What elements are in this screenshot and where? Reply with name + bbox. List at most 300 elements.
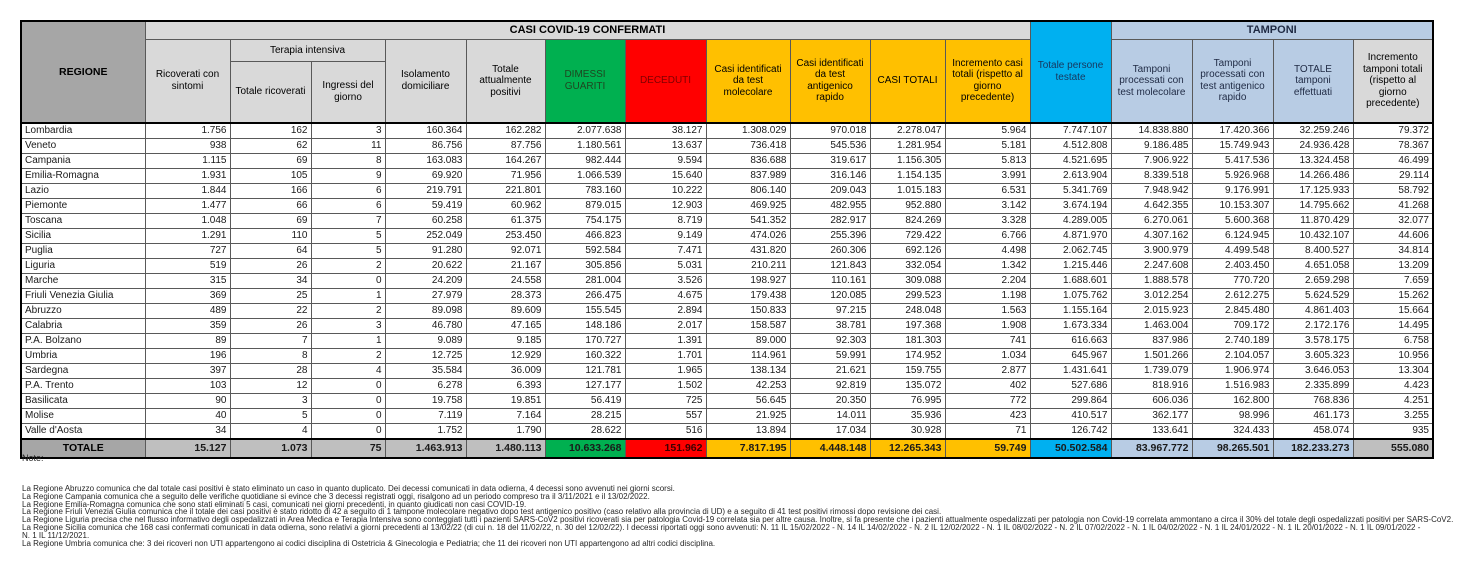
value-cell: 71.956 xyxy=(466,168,545,183)
note-line: La Regione Umbria comunica che: 3 dei ricoveri non UTI appartengono ai codici disciplina di Ostetricia & Ginecologia e Pediatria; che 11 dei ricoveri non UTI appartengono ad altri codici disciplina. xyxy=(22,538,716,548)
value-cell: 879.015 xyxy=(545,198,625,213)
value-cell: 2.062.745 xyxy=(1030,243,1111,258)
value-cell: 5.417.536 xyxy=(1192,153,1273,168)
value-cell: 8.339.518 xyxy=(1111,168,1192,183)
value-cell: 818.916 xyxy=(1111,378,1192,393)
value-cell: 3.255 xyxy=(1353,408,1433,423)
totale-value-cell: 1.480.113 xyxy=(466,439,545,458)
value-cell: 970.018 xyxy=(790,123,870,139)
region-name-cell: Lombardia xyxy=(21,123,145,139)
value-cell: 2.015.923 xyxy=(1111,303,1192,318)
value-cell: 952.880 xyxy=(870,198,945,213)
value-cell: 482.955 xyxy=(790,198,870,213)
value-cell: 24.209 xyxy=(385,273,466,288)
value-cell: 12.929 xyxy=(466,348,545,363)
value-cell: 1.291 xyxy=(145,228,230,243)
table-row xyxy=(21,273,1433,288)
value-cell: 6.758 xyxy=(1353,333,1433,348)
value-cell: 1 xyxy=(311,333,385,348)
value-cell: 10.222 xyxy=(625,183,706,198)
value-cell: 219.791 xyxy=(385,183,466,198)
header-isolamento: Isolamento domiciliare xyxy=(385,40,466,123)
value-cell: 3.012.254 xyxy=(1111,288,1192,303)
value-cell: 1 xyxy=(311,288,385,303)
value-cell: 0 xyxy=(311,378,385,393)
value-cell: 836.688 xyxy=(706,153,790,168)
value-cell: 1.752 xyxy=(385,423,466,439)
value-cell: 148.186 xyxy=(545,318,625,333)
value-cell: 1.066.539 xyxy=(545,168,625,183)
value-cell: 15.640 xyxy=(625,168,706,183)
value-cell: 616.663 xyxy=(1030,333,1111,348)
value-cell: 1.155.164 xyxy=(1030,303,1111,318)
note-line: La Regione Campania comunica che a seguito delle verifiche quotidiane si evince che 3 decessi registrati oggi, risalgono ad un periodo compreso tra il 3/11/2021 e il 13/02/2022. xyxy=(22,491,650,501)
value-cell: 61.375 xyxy=(466,213,545,228)
value-cell: 1.888.578 xyxy=(1111,273,1192,288)
value-cell: 32.259.246 xyxy=(1273,123,1353,139)
value-cell: 938 xyxy=(145,138,230,153)
value-cell: 3 xyxy=(230,393,311,408)
totale-value-cell: 555.080 xyxy=(1353,439,1433,458)
value-cell: 1.154.135 xyxy=(870,168,945,183)
value-cell: 316.146 xyxy=(790,168,870,183)
value-cell: 133.641 xyxy=(1111,423,1192,439)
value-cell: 1.281.954 xyxy=(870,138,945,153)
value-cell: 35.584 xyxy=(385,363,466,378)
value-cell: 324.433 xyxy=(1192,423,1273,439)
value-cell: 606.036 xyxy=(1111,393,1192,408)
value-cell: 159.755 xyxy=(870,363,945,378)
value-cell: 127.177 xyxy=(545,378,625,393)
value-cell: 4.289.005 xyxy=(1030,213,1111,228)
value-cell: 47.165 xyxy=(466,318,545,333)
header-ricoverati-sintomi: Ricoverati con sintomi xyxy=(145,40,230,123)
region-name-cell: Friuli Venezia Giulia xyxy=(21,288,145,303)
value-cell: 150.833 xyxy=(706,303,790,318)
value-cell: 32.077 xyxy=(1353,213,1433,228)
value-cell: 162.800 xyxy=(1192,393,1273,408)
value-cell: 28.622 xyxy=(545,423,625,439)
value-cell: 7.948.942 xyxy=(1111,183,1192,198)
value-cell: 2.172.176 xyxy=(1273,318,1353,333)
value-cell: 28.373 xyxy=(466,288,545,303)
value-cell: 6.278 xyxy=(385,378,466,393)
value-cell: 126.742 xyxy=(1030,423,1111,439)
value-cell: 1.115 xyxy=(145,153,230,168)
value-cell: 64 xyxy=(230,243,311,258)
value-cell: 5.341.769 xyxy=(1030,183,1111,198)
value-cell: 1.739.079 xyxy=(1111,363,1192,378)
header-tamponi-antigenico: Tamponi processati con test antigenico rapido xyxy=(1192,40,1273,123)
value-cell: 7.471 xyxy=(625,243,706,258)
header-incremento-casi: Incremento casi totali (rispetto al giorno precedente) xyxy=(945,40,1030,123)
value-cell: 4.423 xyxy=(1353,378,1433,393)
value-cell: 489 xyxy=(145,303,230,318)
value-cell: 1.502 xyxy=(625,378,706,393)
value-cell: 35.936 xyxy=(870,408,945,423)
value-cell: 30.928 xyxy=(870,423,945,439)
value-cell: 4.861.403 xyxy=(1273,303,1353,318)
value-cell: 25 xyxy=(230,288,311,303)
value-cell: 1.756 xyxy=(145,123,230,139)
value-cell: 1.790 xyxy=(466,423,545,439)
value-cell: 69 xyxy=(230,213,311,228)
totale-value-cell: 4.448.148 xyxy=(790,439,870,458)
header-ingressi-giorno: Ingressi del giorno xyxy=(311,62,385,123)
value-cell: 305.856 xyxy=(545,258,625,273)
value-cell: 5 xyxy=(311,243,385,258)
value-cell: 13.304 xyxy=(1353,363,1433,378)
value-cell: 28.215 xyxy=(545,408,625,423)
region-name-cell: Valle d'Aosta xyxy=(21,423,145,439)
value-cell: 1.180.561 xyxy=(545,138,625,153)
value-cell: 299.523 xyxy=(870,288,945,303)
note-line: La Regione Emilia-Romagna comunica che sono stati eliminati 5 casi, comunicati nei giorni precedenti, in quanto giudicati non casi COVID-19. xyxy=(22,499,527,509)
value-cell: 56.645 xyxy=(706,393,790,408)
value-cell: 1.477 xyxy=(145,198,230,213)
value-cell: 17.420.366 xyxy=(1192,123,1273,139)
totale-value-cell: 50.502.584 xyxy=(1030,439,1111,458)
value-cell: 210.211 xyxy=(706,258,790,273)
value-cell: 1.015.183 xyxy=(870,183,945,198)
totale-value-cell: 10.633.268 xyxy=(545,439,625,458)
table-row xyxy=(21,258,1433,273)
value-cell: 58.792 xyxy=(1353,183,1433,198)
value-cell: 97.215 xyxy=(790,303,870,318)
totale-value-cell: 7.817.195 xyxy=(706,439,790,458)
value-cell: 736.418 xyxy=(706,138,790,153)
value-cell: 89.098 xyxy=(385,303,466,318)
value-cell: 7.164 xyxy=(466,408,545,423)
value-cell: 209.043 xyxy=(790,183,870,198)
value-cell: 17.034 xyxy=(790,423,870,439)
table-row xyxy=(21,318,1433,333)
value-cell: 431.820 xyxy=(706,243,790,258)
value-cell: 13.209 xyxy=(1353,258,1433,273)
value-cell: 1.701 xyxy=(625,348,706,363)
value-cell: 1.198 xyxy=(945,288,1030,303)
value-cell: 2.894 xyxy=(625,303,706,318)
region-name-cell: Umbria xyxy=(21,348,145,363)
region-name-cell: Puglia xyxy=(21,243,145,258)
value-cell: 332.054 xyxy=(870,258,945,273)
value-cell: 9.089 xyxy=(385,333,466,348)
table-header xyxy=(21,21,1433,123)
totale-value-cell: 59.749 xyxy=(945,439,1030,458)
value-cell: 24.558 xyxy=(466,273,545,288)
value-cell: 319.617 xyxy=(790,153,870,168)
value-cell: 34 xyxy=(145,423,230,439)
value-cell: 6.270.061 xyxy=(1111,213,1192,228)
value-cell: 3 xyxy=(311,318,385,333)
value-cell: 260.306 xyxy=(790,243,870,258)
table-body xyxy=(21,123,1433,458)
totale-value-cell: 1.073 xyxy=(230,439,311,458)
region-name-cell: P.A. Bolzano xyxy=(21,333,145,348)
value-cell: 3.646.053 xyxy=(1273,363,1353,378)
value-cell: 6.393 xyxy=(466,378,545,393)
region-name-cell: Sicilia xyxy=(21,228,145,243)
value-cell: 3.328 xyxy=(945,213,1030,228)
value-cell: 179.438 xyxy=(706,288,790,303)
value-cell: 92.303 xyxy=(790,333,870,348)
value-cell: 4.512.808 xyxy=(1030,138,1111,153)
value-cell: 423 xyxy=(945,408,1030,423)
value-cell: 9.186.485 xyxy=(1111,138,1192,153)
value-cell: 7.906.922 xyxy=(1111,153,1192,168)
value-cell: 14.266.486 xyxy=(1273,168,1353,183)
value-cell: 120.085 xyxy=(790,288,870,303)
value-cell: 14.795.662 xyxy=(1273,198,1353,213)
totale-value-cell: 75 xyxy=(311,439,385,458)
value-cell: 935 xyxy=(1353,423,1433,439)
value-cell: 557 xyxy=(625,408,706,423)
region-name-cell: P.A. Trento xyxy=(21,378,145,393)
totale-value-cell: 1.463.913 xyxy=(385,439,466,458)
header-tamponi-molecolare: Tamponi processati con test molecolare xyxy=(1111,40,1192,123)
value-cell: 1.688.601 xyxy=(1030,273,1111,288)
value-cell: 4.651.058 xyxy=(1273,258,1353,273)
value-cell: 5.624.529 xyxy=(1273,288,1353,303)
value-cell: 24.936.428 xyxy=(1273,138,1353,153)
value-cell: 1.075.762 xyxy=(1030,288,1111,303)
value-cell: 221.801 xyxy=(466,183,545,198)
note-line: La Regione Abruzzo comunica che dal totale casi positivi è stato eliminato un caso in quanto duplicato. Dei decessi comunicati in data odierna, 4 decessi sono avvenuti nei giorni scorsi. xyxy=(22,484,675,493)
value-cell: 0 xyxy=(311,423,385,439)
value-cell: 8 xyxy=(311,153,385,168)
value-cell: 92.819 xyxy=(790,378,870,393)
value-cell: 38.127 xyxy=(625,123,706,139)
totale-value-cell: 12.265.343 xyxy=(870,439,945,458)
value-cell: 359 xyxy=(145,318,230,333)
value-cell: 22 xyxy=(230,303,311,318)
value-cell: 255.396 xyxy=(790,228,870,243)
value-cell: 155.545 xyxy=(545,303,625,318)
region-name-cell: Calabria xyxy=(21,318,145,333)
region-name-cell: Piemonte xyxy=(21,198,145,213)
value-cell: 40 xyxy=(145,408,230,423)
value-cell: 0 xyxy=(311,273,385,288)
value-cell: 783.160 xyxy=(545,183,625,198)
table-row xyxy=(21,123,1433,139)
value-cell: 837.986 xyxy=(1111,333,1192,348)
value-cell: 3.991 xyxy=(945,168,1030,183)
value-cell: 729.422 xyxy=(870,228,945,243)
value-cell: 4.251 xyxy=(1353,393,1433,408)
value-cell: 2.204 xyxy=(945,273,1030,288)
value-cell: 645.967 xyxy=(1030,348,1111,363)
value-cell: 110.161 xyxy=(790,273,870,288)
value-cell: 21.925 xyxy=(706,408,790,423)
value-cell: 121.781 xyxy=(545,363,625,378)
value-cell: 4 xyxy=(230,423,311,439)
value-cell: 1.048 xyxy=(145,213,230,228)
value-cell: 1.463.004 xyxy=(1111,318,1192,333)
header-persone-testate: Totale persone testate xyxy=(1030,21,1111,123)
value-cell: 9.149 xyxy=(625,228,706,243)
value-cell: 89.609 xyxy=(466,303,545,318)
value-cell: 516 xyxy=(625,423,706,439)
value-cell: 754.175 xyxy=(545,213,625,228)
value-cell: 36.009 xyxy=(466,363,545,378)
value-cell: 4.307.162 xyxy=(1111,228,1192,243)
value-cell: 66 xyxy=(230,198,311,213)
value-cell: 2.247.608 xyxy=(1111,258,1192,273)
value-cell: 78.367 xyxy=(1353,138,1433,153)
value-cell: 163.083 xyxy=(385,153,466,168)
value-cell: 519 xyxy=(145,258,230,273)
value-cell: 105 xyxy=(230,168,311,183)
header-casi-antigenico: Casi identificati da test antigenico rapido xyxy=(790,40,870,123)
value-cell: 7.747.107 xyxy=(1030,123,1111,139)
value-cell: 725 xyxy=(625,393,706,408)
value-cell: 7.659 xyxy=(1353,273,1433,288)
value-cell: 14.495 xyxy=(1353,318,1433,333)
value-cell: 20.622 xyxy=(385,258,466,273)
value-cell: 76.995 xyxy=(870,393,945,408)
value-cell: 19.851 xyxy=(466,393,545,408)
value-cell: 4.498 xyxy=(945,243,1030,258)
value-cell: 5.926.968 xyxy=(1192,168,1273,183)
value-cell: 2.659.298 xyxy=(1273,273,1353,288)
value-cell: 5 xyxy=(311,228,385,243)
value-cell: 461.173 xyxy=(1273,408,1353,423)
value-cell: 8.400.527 xyxy=(1273,243,1353,258)
value-cell: 2.278.047 xyxy=(870,123,945,139)
value-cell: 4.521.695 xyxy=(1030,153,1111,168)
value-cell: 11.870.429 xyxy=(1273,213,1353,228)
value-cell: 59.419 xyxy=(385,198,466,213)
value-cell: 41.268 xyxy=(1353,198,1433,213)
table-row xyxy=(21,183,1433,198)
value-cell: 397 xyxy=(145,363,230,378)
value-cell: 4.499.548 xyxy=(1192,243,1273,258)
region-name-cell: Marche xyxy=(21,273,145,288)
header-casi-totali: CASI TOTALI xyxy=(870,40,945,123)
totale-value-cell: 83.967.772 xyxy=(1111,439,1192,458)
value-cell: 5.813 xyxy=(945,153,1030,168)
table-row xyxy=(21,228,1433,243)
value-cell: 299.864 xyxy=(1030,393,1111,408)
region-name-cell: Molise xyxy=(21,408,145,423)
value-cell: 768.836 xyxy=(1273,393,1353,408)
value-cell: 71 xyxy=(945,423,1030,439)
header-incremento-tamponi: Incremento tamponi totali (rispetto al giorno precedente) xyxy=(1353,40,1433,123)
region-name-cell: Sardegna xyxy=(21,363,145,378)
region-name-cell: Abruzzo xyxy=(21,303,145,318)
value-cell: 91.280 xyxy=(385,243,466,258)
value-cell: 62 xyxy=(230,138,311,153)
table-row xyxy=(21,168,1433,183)
value-cell: 86.756 xyxy=(385,138,466,153)
table-row xyxy=(21,333,1433,348)
value-cell: 1.034 xyxy=(945,348,1030,363)
value-cell: 2.845.480 xyxy=(1192,303,1273,318)
value-cell: 282.917 xyxy=(790,213,870,228)
value-cell: 4 xyxy=(311,363,385,378)
region-name-cell: Liguria xyxy=(21,258,145,273)
value-cell: 2.403.450 xyxy=(1192,258,1273,273)
value-cell: 309.088 xyxy=(870,273,945,288)
note-line: La Regione Sicilia comunica che 168 casi confermati comunicati in data odierna, sono relativi a giorni precedenti al 13/02/22 (di cui n. 18 del 11/02/22, n. 30 del 12/02/22). I decessi riportati oggi sono avvenuti: N. 11 IL 15/02/2022 - N. 14 IL 14/02/2022 - N. 2 IL 12/02/2022 - N. 1 IL 08/02/2022 - N. 2 IL 07/02/2022 - N. 1 IL 04/02/2022 - N. 1 IL 24/01/2022 - N. 1 IL 20/01/2022 - N. 1 IL 09/01/2022 - xyxy=(22,522,1421,532)
value-cell: 2 xyxy=(311,303,385,318)
value-cell: 266.475 xyxy=(545,288,625,303)
notes-title: Note: xyxy=(22,453,44,463)
value-cell: 56.419 xyxy=(545,393,625,408)
value-cell: 2.612.275 xyxy=(1192,288,1273,303)
value-cell: 60.962 xyxy=(466,198,545,213)
value-cell: 3.578.175 xyxy=(1273,333,1353,348)
value-cell: 29.114 xyxy=(1353,168,1433,183)
value-cell: 402 xyxy=(945,378,1030,393)
value-cell: 15.262 xyxy=(1353,288,1433,303)
value-cell: 6 xyxy=(311,198,385,213)
value-cell: 89 xyxy=(145,333,230,348)
value-cell: 19.758 xyxy=(385,393,466,408)
value-cell: 3.142 xyxy=(945,198,1030,213)
value-cell: 469.925 xyxy=(706,198,790,213)
totale-value-cell: 182.233.273 xyxy=(1273,439,1353,458)
table-row xyxy=(21,408,1433,423)
value-cell: 160.364 xyxy=(385,123,466,139)
value-cell: 709.172 xyxy=(1192,318,1273,333)
value-cell: 196 xyxy=(145,348,230,363)
value-cell: 1.342 xyxy=(945,258,1030,273)
value-cell: 253.450 xyxy=(466,228,545,243)
value-cell: 1.844 xyxy=(145,183,230,198)
value-cell: 545.536 xyxy=(790,138,870,153)
value-cell: 46.499 xyxy=(1353,153,1433,168)
band-casi-confermati: CASI COVID-19 CONFERMATI xyxy=(145,21,1030,40)
value-cell: 174.952 xyxy=(870,348,945,363)
value-cell: 162.282 xyxy=(466,123,545,139)
table-row xyxy=(21,213,1433,228)
value-cell: 5.600.368 xyxy=(1192,213,1273,228)
value-cell: 89.000 xyxy=(706,333,790,348)
value-cell: 135.072 xyxy=(870,378,945,393)
value-cell: 7 xyxy=(230,333,311,348)
value-cell: 806.140 xyxy=(706,183,790,198)
region-name-cell: Campania xyxy=(21,153,145,168)
table-row xyxy=(21,393,1433,408)
value-cell: 79.372 xyxy=(1353,123,1433,139)
value-cell: 90 xyxy=(145,393,230,408)
region-name-cell: Emilia-Romagna xyxy=(21,168,145,183)
header-terapia-intensiva: Terapia intensiva xyxy=(230,40,385,62)
header-attualmente-positivi: Totale attualmente positivi xyxy=(466,40,545,123)
value-cell: 837.989 xyxy=(706,168,790,183)
region-name-cell: Veneto xyxy=(21,138,145,153)
value-cell: 87.756 xyxy=(466,138,545,153)
value-cell: 158.587 xyxy=(706,318,790,333)
value-cell: 10.153.307 xyxy=(1192,198,1273,213)
value-cell: 15.749.943 xyxy=(1192,138,1273,153)
notes-section xyxy=(22,453,1462,547)
value-cell: 7 xyxy=(311,213,385,228)
value-cell: 315 xyxy=(145,273,230,288)
header-casi-molecolare: Casi identificati da test molecolare xyxy=(706,40,790,123)
value-cell: 98.996 xyxy=(1192,408,1273,423)
table-row xyxy=(21,348,1433,363)
value-cell: 13.324.458 xyxy=(1273,153,1353,168)
note-line: N. 1 IL 11/12/2021. xyxy=(22,530,90,540)
value-cell: 164.267 xyxy=(466,153,545,168)
table-row xyxy=(21,288,1433,303)
value-cell: 17.125.933 xyxy=(1273,183,1353,198)
value-cell: 2.104.057 xyxy=(1192,348,1273,363)
table-row xyxy=(21,153,1433,168)
value-cell: 92.071 xyxy=(466,243,545,258)
